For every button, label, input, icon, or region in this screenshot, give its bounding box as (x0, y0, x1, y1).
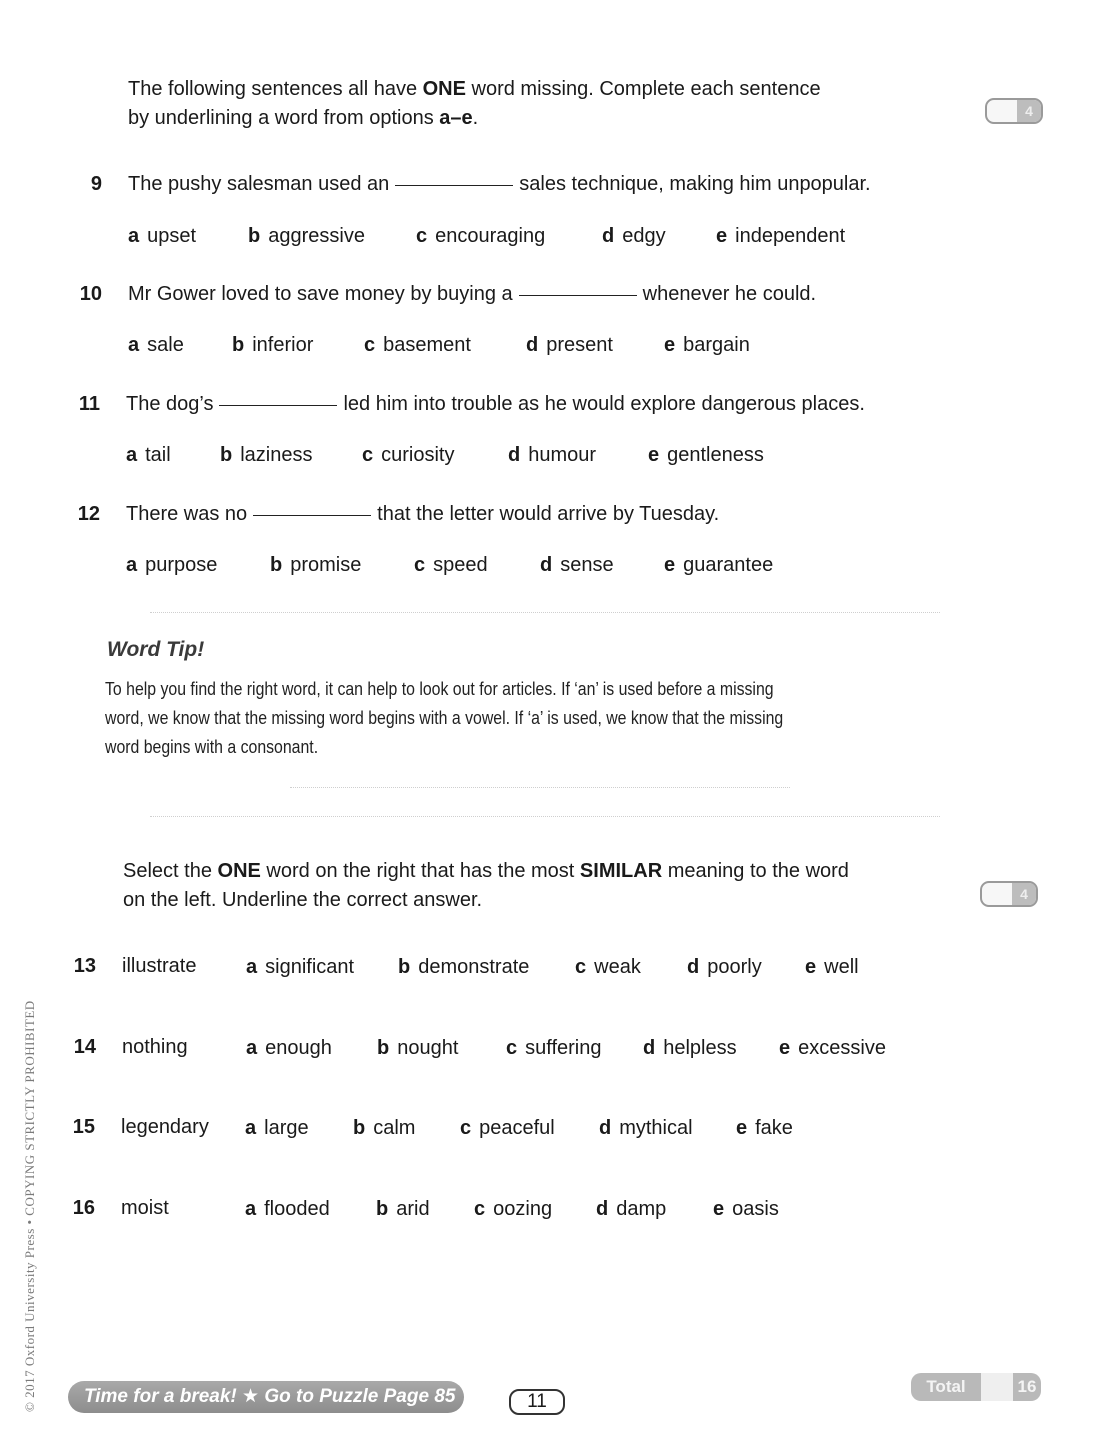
option[interactable]: a large (245, 1117, 309, 1139)
option[interactable]: d present (526, 334, 613, 356)
answer-blank (219, 405, 337, 406)
option[interactable]: b inferior (232, 334, 314, 356)
option[interactable]: d helpless (643, 1037, 737, 1059)
option[interactable]: c oozing (474, 1198, 553, 1220)
total-value: 16 (1013, 1373, 1041, 1401)
question-sentence: The pushy salesman used an sales technique, making him unpopular. (128, 173, 871, 195)
section1-instruction-line1: The following sentences all have ONE word missing. Complete each sentence (128, 78, 821, 100)
option[interactable]: a enough (246, 1037, 332, 1059)
word-tip-title: Word Tip! (107, 638, 205, 661)
option[interactable]: c peaceful (460, 1117, 555, 1139)
divider (290, 787, 790, 788)
question-sentence: There was no that the letter would arrive by Tuesday. (126, 503, 720, 525)
option[interactable]: b promise (270, 554, 362, 576)
option[interactable]: e oasis (713, 1198, 779, 1220)
question-number: 12 (77, 503, 100, 525)
question-sentence: The dog’s led him into trouble as he would explore dangerous places. (126, 393, 865, 415)
copyright-notice: © 2017 Oxford University Press • COPYING STRICTLY PROHIBITED (22, 1000, 37, 1412)
option[interactable]: d damp (596, 1198, 667, 1220)
section1-score-box[interactable] (985, 98, 1043, 124)
option[interactable]: a upset (128, 225, 197, 247)
option[interactable]: c encouraging (416, 225, 546, 247)
option[interactable]: d poorly (687, 956, 762, 978)
total-score-box (911, 1373, 1041, 1401)
answer-blank (395, 185, 513, 186)
question-word: moist (121, 1197, 169, 1219)
option[interactable]: e independent (716, 225, 846, 247)
section2-instruction-line1: Select the ONE word on the right that has the most SIMILAR meaning to the word (123, 860, 849, 882)
option[interactable]: b demonstrate (398, 956, 530, 978)
answer-blank (253, 515, 371, 516)
divider (150, 612, 940, 613)
break-banner[interactable]: Time for a break! ★ Go to Puzzle Page 85 → (68, 1381, 464, 1413)
question-word: legendary (121, 1116, 209, 1138)
question-number: 10 (79, 283, 102, 305)
option[interactable]: e well (805, 956, 859, 978)
question-number: 15 (72, 1116, 95, 1138)
question-word: nothing (122, 1036, 188, 1058)
option[interactable]: c speed (414, 554, 488, 576)
question-word: illustrate (122, 955, 197, 977)
answer-blank (519, 295, 637, 296)
option[interactable]: b aggressive (248, 225, 365, 247)
option[interactable]: a significant (246, 956, 355, 978)
word-tip-line: To help you find the right word, it can help to look out for articles. If ‘an’ is used before a missing (105, 679, 774, 699)
option[interactable]: e fake (736, 1117, 793, 1139)
section2-score-box[interactable] (980, 881, 1038, 907)
question-number: 11 (78, 393, 100, 415)
section2-instruction-line2: on the left. Underline the correct answer. (123, 889, 483, 911)
section2-instructions (123, 857, 849, 915)
section1-instructions (128, 75, 821, 133)
word-tip-line: word, we know that the missing word begins with a vowel. If ‘a’ is used, we know that the missing (105, 708, 784, 728)
section2-score: 4 (1012, 883, 1036, 905)
option[interactable]: d humour (508, 444, 597, 466)
option[interactable]: a tail (126, 444, 171, 466)
question-number: 14 (73, 1036, 96, 1058)
page-number: 11 (509, 1389, 565, 1415)
option[interactable]: a purpose (126, 554, 218, 576)
option[interactable]: c basement (364, 334, 471, 356)
option[interactable]: e gentleness (648, 444, 764, 466)
section1-score: 4 (1017, 100, 1041, 122)
option[interactable]: d mythical (599, 1117, 693, 1139)
option[interactable]: b calm (353, 1117, 416, 1139)
option[interactable]: e bargain (664, 334, 750, 356)
option[interactable]: c curiosity (362, 444, 455, 466)
option[interactable]: a flooded (245, 1198, 330, 1220)
option[interactable]: c weak (575, 956, 641, 978)
option[interactable]: d edgy (602, 225, 666, 247)
option[interactable]: c suffering (506, 1037, 602, 1059)
word-tip-body (105, 675, 915, 762)
option[interactable]: b laziness (220, 444, 313, 466)
option[interactable]: a sale (128, 334, 184, 356)
option[interactable]: e guarantee (664, 554, 774, 576)
total-label: Total (911, 1373, 981, 1401)
option[interactable]: e excessive (779, 1037, 886, 1059)
option[interactable]: d sense (540, 554, 614, 576)
question-sentence: Mr Gower loved to save money by buying a whenever he could. (128, 283, 817, 305)
word-tip-line: word begins with a consonant. (105, 737, 319, 757)
option[interactable]: b arid (376, 1198, 430, 1220)
question-number: 13 (73, 955, 96, 977)
option[interactable]: b nought (377, 1037, 459, 1059)
total-score-field[interactable] (981, 1373, 1013, 1401)
section1-instruction-line2: by underlining a word from options a–e. (128, 107, 479, 129)
divider (150, 816, 940, 817)
question-number: 9 (90, 173, 102, 195)
question-number: 16 (72, 1197, 95, 1219)
